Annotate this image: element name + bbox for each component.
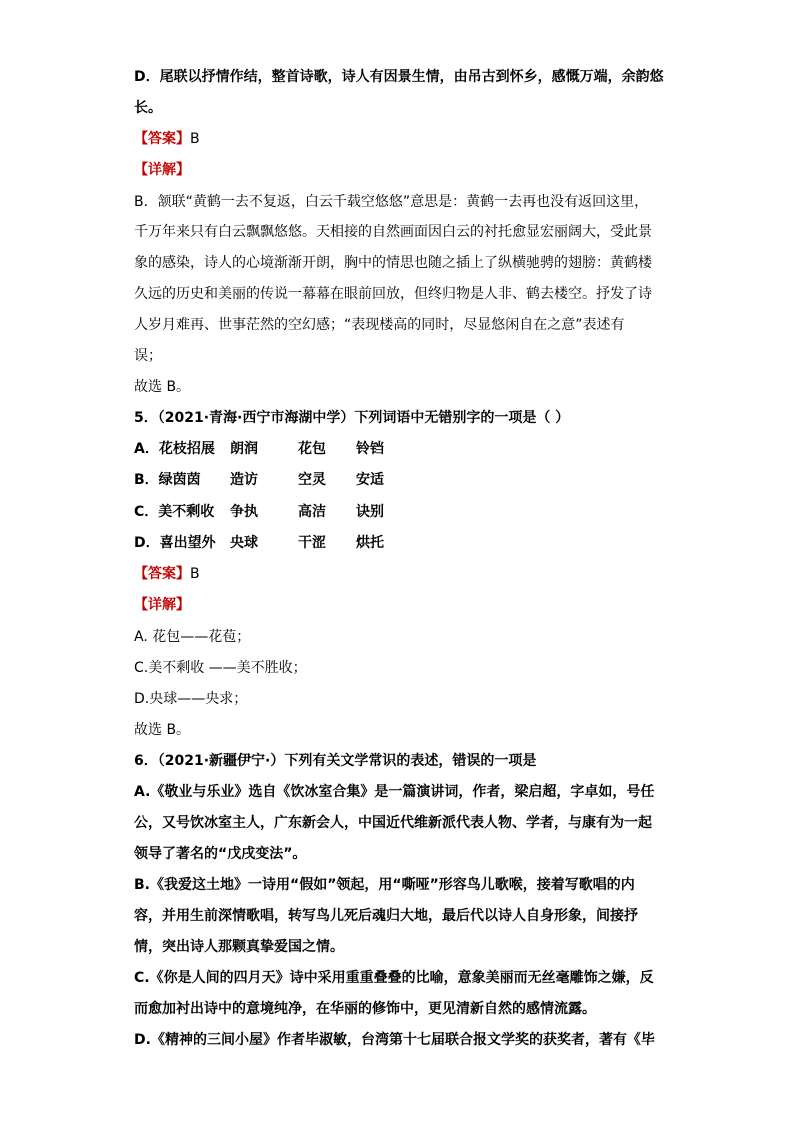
q5-detail-line: D.央球——央求； — [134, 691, 248, 707]
q5-detail-tag: 【详解】 — [134, 597, 190, 613]
option-word: 干涩 — [298, 535, 326, 551]
q5-stem: 5．（2021·青海·西宁市海湖中学）下列词语中无错别字的一项是（ ） — [134, 410, 570, 426]
q6-line: 而愈加衬出诗中的意境纯净，在华丽的修饰中，更见清新自然的感情流露。 — [134, 1001, 596, 1017]
option-word: 高洁 — [298, 504, 326, 520]
option-label: A．花枝招展 — [134, 441, 215, 457]
answer-tag: 【答案】 — [134, 566, 190, 582]
q6-line: A.《敬业与乐业》选自《饮冰室合集》是一篇演讲词，作者，梁启超，字卓如，号任 — [134, 784, 655, 800]
q6-line: 公，又号饮冰室主人，广东新会人，中国近代维新派代表人物、学者，与康有为一起 — [134, 815, 652, 831]
q5-option-a — [134, 439, 674, 459]
option-word: 铃铛 — [356, 441, 384, 457]
option-word: 安适 — [356, 472, 384, 488]
q5-answer — [134, 564, 674, 584]
q4-option-d-line2: 长。 — [134, 100, 162, 116]
option-label: D．喜出望外 — [134, 535, 216, 551]
q6-line: 容，并用生前深情歌唱，转写鸟儿死后魂归大地，最后代以诗人自身形象，间接抒 — [134, 908, 638, 924]
option-word: 朗润 — [230, 441, 258, 457]
option-word: 诀别 — [356, 504, 384, 520]
q4-detail-line: 千万年来只有白云飘飘悠悠。天相接的自然画面因白云的衬托愈显宏丽阔大，受此景 — [134, 224, 652, 240]
option-word: 空灵 — [298, 472, 326, 488]
q6-line: 领导了著名的“戊戌变法”。 — [134, 846, 307, 862]
option-word: 造访 — [230, 472, 258, 488]
q4-detail-line: B．颔联“黄鹤一去不复返，白云千载空悠悠”意思是：黄鹤一去再也没有返回这里， — [134, 194, 649, 210]
option-word: 争执 — [230, 504, 258, 520]
q6-line: B.《我爱这土地》一诗用“假如”领起，用“嘶哑”形容鸟儿歌喉，接着写歌唱的内 — [134, 877, 635, 893]
answer-value: B — [190, 566, 200, 582]
q5-detail-line: C.美不剩收 ——美不胜收； — [134, 660, 307, 676]
option-word: 花包 — [298, 441, 326, 457]
option-label: B．绿茵茵 — [134, 472, 201, 488]
answer-tag: 【答案】 — [134, 131, 190, 147]
q4-detail-line: 久远的历史和美丽的传说一幕幕在眼前回放，但终归物是人非、鹤去楼空。抒发了诗 — [134, 286, 652, 302]
q6-stem: 6．（2021·新疆伊宁·）下列有关文学常识的表述，错误的一项是 — [134, 753, 537, 769]
q4-detail-line: 象的感染，诗人的心境渐渐开朗，胸中的情思也随之插上了纵横驰骋的翅膀：黄鹤楼 — [134, 255, 652, 271]
q6-line: D.《精神的三间小屋》作者毕淑敏，台湾第十七届联合报文学奖的获奖者，著有《毕 — [134, 1032, 655, 1048]
q4-detail-tag: 【详解】 — [134, 162, 190, 178]
q5-option-b — [134, 470, 674, 490]
q6-line: 情，突出诗人那颗真挚爱国之情。 — [134, 939, 344, 955]
option-word: 烘托 — [356, 535, 384, 551]
option-label: C．美不剩收 — [134, 504, 215, 520]
answer-value: B — [190, 131, 200, 147]
q4-detail-line: 故选 B。 — [134, 379, 191, 395]
q6-line: C.《你是人间的四月天》诗中采用重重叠叠的比喻，意象美丽而无丝毫雕饰之嫌，反 — [134, 970, 654, 986]
q5-detail-line: 故选 B。 — [134, 722, 191, 738]
q4-answer — [134, 129, 674, 149]
option-word: 央球 — [230, 535, 258, 551]
q4-option-d-line1: D．尾联以抒情作结，整首诗歌，诗人有因景生情，由吊古到怀乡，感慨万端，余韵悠 — [134, 69, 664, 85]
q5-option-d — [134, 533, 674, 553]
q5-option-c — [134, 502, 674, 522]
q4-detail-line: 人岁月难再、世事茫然的空幻感；“表现楼高的同时，尽显悠闲自在之意”表述有 — [134, 317, 625, 333]
q5-detail-line: A. 花包——花苞； — [134, 629, 251, 645]
q4-detail-line: 误； — [134, 348, 162, 364]
